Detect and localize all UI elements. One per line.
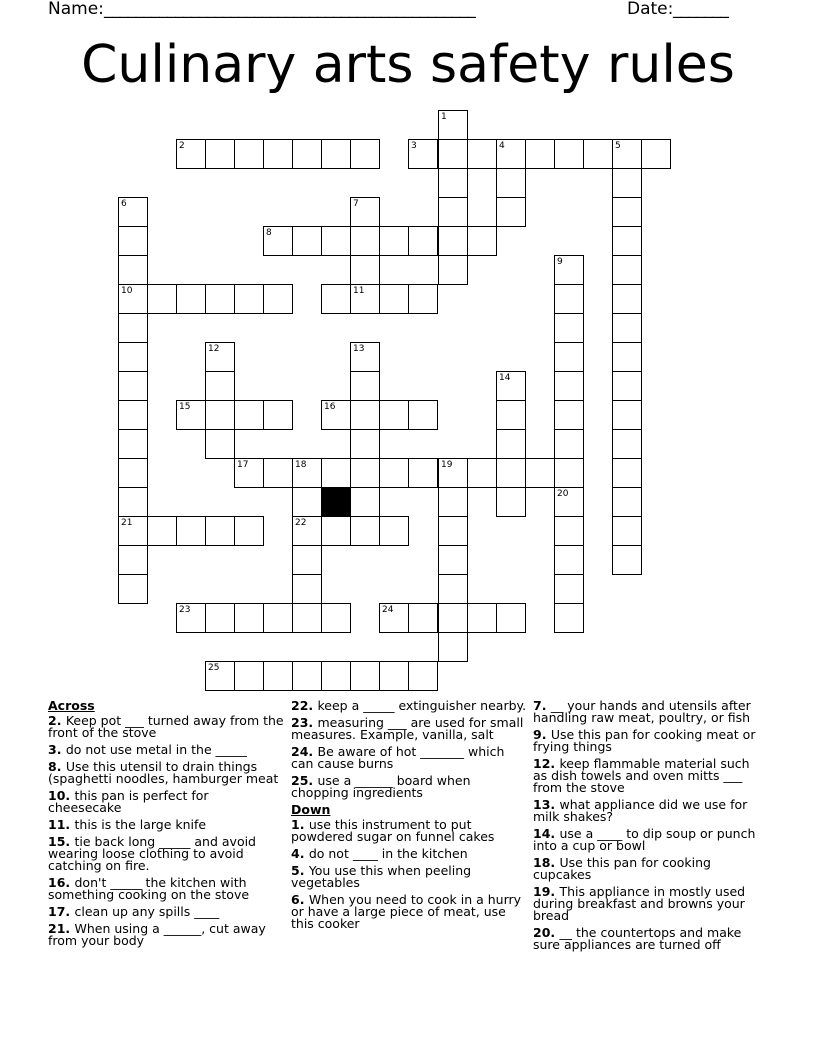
grid-cell[interactable] <box>467 139 497 169</box>
grid-cell[interactable] <box>612 139 642 169</box>
grid-cell[interactable] <box>147 516 177 546</box>
clue-number: 8 <box>266 228 272 238</box>
date-label: Date: <box>627 0 674 19</box>
clue-number: 18 <box>295 460 307 470</box>
grid-cell[interactable] <box>408 661 438 691</box>
clue-item-number: 25. <box>291 773 318 788</box>
grid-cell[interactable] <box>350 371 380 401</box>
grid-cell[interactable] <box>496 458 526 488</box>
grid-cell[interactable] <box>205 139 235 169</box>
down-heading: Down <box>291 802 331 817</box>
grid-cell[interactable] <box>350 429 380 459</box>
clue-item-number: 12. <box>533 756 560 771</box>
grid-cell[interactable] <box>554 313 584 343</box>
clues-column-3 <box>533 700 765 956</box>
grid-cell[interactable] <box>612 545 642 575</box>
grid-cell[interactable] <box>234 661 264 691</box>
grid-cell[interactable] <box>438 255 468 285</box>
clue-item-number: 3. <box>48 742 66 757</box>
grid-cell[interactable] <box>118 313 148 343</box>
grid-cell[interactable] <box>350 255 380 285</box>
grid-cell[interactable] <box>350 458 380 488</box>
grid-cell[interactable] <box>554 516 584 546</box>
grid-cell[interactable] <box>612 255 642 285</box>
grid-cell[interactable] <box>234 284 264 314</box>
name-label-text: Name: <box>48 0 104 19</box>
clue-item-number: 11. <box>48 817 75 832</box>
grid-cell[interactable] <box>554 342 584 372</box>
clue-number: 4 <box>499 141 505 151</box>
clue-number: 24 <box>382 605 394 615</box>
grid-cell[interactable] <box>234 400 264 430</box>
clue-number: 20 <box>557 489 569 499</box>
grid-cell[interactable] <box>554 574 584 604</box>
grid-cell[interactable] <box>554 545 584 575</box>
grid-cell[interactable] <box>379 458 409 488</box>
grid-cell[interactable] <box>438 487 468 517</box>
grid-cell[interactable] <box>438 545 468 575</box>
grid-cell[interactable] <box>438 603 468 633</box>
clue-number: 11 <box>353 286 365 296</box>
grid-cell[interactable] <box>292 603 322 633</box>
clue-item-number: 9. <box>533 727 551 742</box>
grid-cell[interactable] <box>118 458 148 488</box>
clue-item <box>533 886 765 922</box>
clue-item <box>48 906 284 918</box>
grid-cell[interactable] <box>321 284 351 314</box>
grid-cell[interactable] <box>292 487 322 517</box>
grid-cell[interactable] <box>292 226 322 256</box>
grid-cell[interactable] <box>118 545 148 575</box>
grid-cell[interactable] <box>263 458 293 488</box>
grid-cell[interactable] <box>118 371 148 401</box>
grid-cell[interactable] <box>321 516 351 546</box>
clue-item <box>533 700 765 724</box>
across-clue-list-continued <box>291 700 527 799</box>
grid-cell[interactable] <box>292 661 322 691</box>
grid-cell[interactable] <box>612 371 642 401</box>
clue-number: 5 <box>615 141 621 151</box>
clue-item <box>291 894 527 930</box>
clue-item-number: 22. <box>291 698 318 713</box>
grid-cell[interactable] <box>118 226 148 256</box>
clue-item-number: 5. <box>291 863 309 878</box>
clue-item <box>48 761 284 785</box>
grid-cell[interactable] <box>525 139 555 169</box>
clue-item-text: Use this utensil to drain things (spaghetti noodles, hamburger meat <box>48 759 279 786</box>
grid-cell[interactable] <box>118 197 148 227</box>
clue-item-number: 14. <box>533 826 560 841</box>
clue-item-text: You use this when peeling vegetables <box>291 863 472 890</box>
grid-cell[interactable] <box>234 603 264 633</box>
clue-number: 2 <box>179 141 185 151</box>
grid-cell[interactable] <box>205 516 235 546</box>
grid-cell[interactable] <box>379 603 409 633</box>
clue-number: 3 <box>411 141 417 151</box>
grid-cell[interactable] <box>438 110 468 140</box>
clue-number: 9 <box>557 257 563 267</box>
grid-cell[interactable] <box>496 487 526 517</box>
date-field[interactable]: _______ <box>673 0 729 19</box>
grid-cell[interactable] <box>612 226 642 256</box>
grid-cell[interactable] <box>612 458 642 488</box>
grid-cell[interactable] <box>118 429 148 459</box>
clue-item-text: do not use metal in the _____ <box>65 742 247 757</box>
grid-cell[interactable] <box>118 255 148 285</box>
grid-cell[interactable] <box>641 139 671 169</box>
clue-item-text: Use this pan for cooking meat or frying things <box>533 727 756 754</box>
clue-item-text: use this instrument to put powdered sugar on funnel cakes <box>291 817 495 844</box>
grid-cell[interactable] <box>612 487 642 517</box>
clue-number: 23 <box>179 605 191 615</box>
clue-item-text: This appliance in mostly used during breakfast and browns your bread <box>533 884 746 923</box>
clue-item-text: measuring ___ are used for small measures. Example, vanilla, salt <box>291 715 524 742</box>
clue-number: 7 <box>353 199 359 209</box>
clue-item-number: 1. <box>291 817 309 832</box>
grid-cell[interactable] <box>496 603 526 633</box>
clue-item-number: 23. <box>291 715 318 730</box>
grid-cell[interactable] <box>496 139 526 169</box>
grid-cell[interactable] <box>350 487 380 517</box>
grid-cell[interactable] <box>525 458 555 488</box>
clue-item-text: When you need to cook in a hurry or have a large piece of meat, use this cooker <box>291 892 522 931</box>
clue-item <box>533 729 765 753</box>
clue-number: 21 <box>121 518 133 528</box>
grid-cell[interactable] <box>554 400 584 430</box>
clue-item-text: __ your hands and utensils after handling raw meat, poultry, or fish <box>533 698 751 725</box>
grid-cell[interactable] <box>554 371 584 401</box>
grid-cell[interactable] <box>408 284 438 314</box>
grid-cell[interactable] <box>379 661 409 691</box>
clue-item-text: use a ____ to dip soup or punch into a cup or bowl <box>533 826 756 853</box>
grid-cell[interactable] <box>496 168 526 198</box>
clue-item-text: Keep pot ___ turned away from the front of the stove <box>48 713 284 740</box>
clue-item-text: what appliance did we use for milk shakes? <box>533 797 748 824</box>
clue-item <box>48 715 284 739</box>
grid-cell[interactable] <box>554 487 584 517</box>
clue-item-text: keep flammable material such as dish towels and oven mitts ___ from the stove <box>533 756 750 795</box>
blocked-cell <box>321 487 351 517</box>
grid-cell[interactable] <box>321 661 351 691</box>
clue-item-text: this pan is perfect for cheesecake <box>48 788 209 815</box>
clue-item-number: 2. <box>48 713 66 728</box>
grid-cell[interactable] <box>554 458 584 488</box>
clue-number: 12 <box>208 344 220 354</box>
grid-cell[interactable] <box>292 574 322 604</box>
clue-number: 6 <box>121 199 127 209</box>
grid-cell[interactable] <box>438 168 468 198</box>
clue-number: 17 <box>237 460 249 470</box>
clue-item-number: 4. <box>291 846 309 861</box>
clue-number: 19 <box>441 460 453 470</box>
grid-cell[interactable] <box>467 603 497 633</box>
clue-item-number: 10. <box>48 788 75 803</box>
grid-cell[interactable] <box>496 371 526 401</box>
grid-cell[interactable] <box>612 197 642 227</box>
grid-cell[interactable] <box>554 284 584 314</box>
clue-item-number: 15. <box>48 834 75 849</box>
clue-item <box>291 775 527 799</box>
clue-item-number: 8. <box>48 759 66 774</box>
grid-cell[interactable] <box>234 139 264 169</box>
clue-item <box>48 877 284 901</box>
grid-cell[interactable] <box>176 400 206 430</box>
grid-cell[interactable] <box>438 632 468 662</box>
clues-column-2 <box>291 700 527 935</box>
clue-number: 15 <box>179 402 191 412</box>
grid-cell[interactable] <box>205 400 235 430</box>
grid-cell[interactable] <box>554 603 584 633</box>
clue-number: 10 <box>121 286 133 296</box>
clue-number: 22 <box>295 518 307 528</box>
clue-item-text: this is the large knife <box>74 817 207 832</box>
grid-cell[interactable] <box>438 574 468 604</box>
grid-cell[interactable] <box>263 661 293 691</box>
clue-item-number: 7. <box>533 698 551 713</box>
across-clues-column-1 <box>48 700 284 952</box>
grid-cell[interactable] <box>205 371 235 401</box>
clue-item-text: use a ______ board when chopping ingredients <box>291 773 471 800</box>
grid-cell[interactable] <box>554 429 584 459</box>
grid-cell[interactable] <box>612 168 642 198</box>
clue-item <box>533 927 765 951</box>
grid-cell[interactable] <box>496 429 526 459</box>
grid-cell[interactable] <box>438 139 468 169</box>
grid-cell[interactable] <box>205 342 235 372</box>
grid-cell[interactable] <box>408 603 438 633</box>
clue-item-text: __ the countertops and make sure appliances are turned off <box>533 925 742 952</box>
clue-item <box>533 857 765 881</box>
grid-cell[interactable] <box>292 516 322 546</box>
grid-cell[interactable] <box>408 226 438 256</box>
clue-number: 25 <box>208 663 220 673</box>
grid-cell[interactable] <box>350 400 380 430</box>
clue-number: 13 <box>353 344 365 354</box>
clue-item <box>48 836 284 872</box>
clue-item <box>533 758 765 794</box>
grid-cell[interactable] <box>554 255 584 285</box>
clue-number: 14 <box>499 373 511 383</box>
clue-item-number: 17. <box>48 904 75 919</box>
grid-cell[interactable] <box>612 516 642 546</box>
grid-cell[interactable] <box>408 139 438 169</box>
clue-item <box>291 746 527 770</box>
grid-cell[interactable] <box>292 139 322 169</box>
clue-item-number: 19. <box>533 884 560 899</box>
grid-cell[interactable] <box>612 313 642 343</box>
grid-cell[interactable] <box>350 139 380 169</box>
clue-item <box>533 828 765 852</box>
clue-item-text: When using a ______, cut away from your body <box>48 921 266 948</box>
clue-item <box>291 865 527 889</box>
grid-cell[interactable] <box>263 603 293 633</box>
clue-item-number: 16. <box>48 875 75 890</box>
clue-item <box>48 790 284 814</box>
clue-item-text: do not ____ in the kitchen <box>308 846 468 861</box>
grid-cell[interactable] <box>118 284 148 314</box>
clue-number: 1 <box>441 112 447 122</box>
down-clue-list-continued <box>533 700 765 951</box>
clue-number: 16 <box>324 402 336 412</box>
grid-cell[interactable] <box>118 342 148 372</box>
page-title: Culinary arts safety rules <box>81 35 735 95</box>
clue-item <box>48 819 284 831</box>
clue-item <box>291 700 527 712</box>
grid-cell[interactable] <box>118 574 148 604</box>
grid-cell[interactable] <box>205 661 235 691</box>
grid-cell[interactable] <box>321 139 351 169</box>
grid-cell[interactable] <box>263 226 293 256</box>
clue-item <box>291 848 527 860</box>
grid-cell[interactable] <box>205 284 235 314</box>
grid-cell[interactable] <box>118 516 148 546</box>
grid-cell[interactable] <box>438 226 468 256</box>
grid-cell[interactable] <box>205 429 235 459</box>
grid-cell[interactable] <box>583 139 613 169</box>
clue-item-number: 21. <box>48 921 75 936</box>
grid-cell[interactable] <box>292 545 322 575</box>
grid-cell[interactable] <box>321 458 351 488</box>
clue-item-number: 6. <box>291 892 309 907</box>
grid-cell[interactable] <box>612 284 642 314</box>
grid-cell[interactable] <box>176 603 206 633</box>
grid-cell[interactable] <box>118 487 148 517</box>
grid-cell[interactable] <box>350 284 380 314</box>
grid-cell[interactable] <box>350 516 380 546</box>
grid-cell[interactable] <box>612 400 642 430</box>
across-heading: Across <box>48 698 95 713</box>
clue-item-text: Use this pan for cooking cupcakes <box>533 855 711 882</box>
grid-cell[interactable] <box>408 400 438 430</box>
clue-item-text: clean up any spills ____ <box>74 904 220 919</box>
across-clue-list <box>48 715 284 947</box>
grid-cell[interactable] <box>321 400 351 430</box>
grid-cell[interactable] <box>350 661 380 691</box>
clue-item-text: tie back long _____ and avoid wearing loose clothing to avoid catching on fire. <box>48 834 256 873</box>
clue-item <box>48 923 284 947</box>
name-field[interactable]: _______________________________________________ <box>104 0 476 19</box>
grid-cell[interactable] <box>467 458 497 488</box>
grid-cell[interactable] <box>350 342 380 372</box>
grid-cell[interactable] <box>176 139 206 169</box>
clue-item-number: 13. <box>533 797 560 812</box>
grid-cell[interactable] <box>292 458 322 488</box>
grid-cell[interactable] <box>467 226 497 256</box>
clue-item <box>291 819 527 843</box>
grid-cell[interactable] <box>205 603 235 633</box>
clue-item-number: 18. <box>533 855 560 870</box>
grid-cell[interactable] <box>234 516 264 546</box>
grid-cell[interactable] <box>350 226 380 256</box>
clue-item <box>291 717 527 741</box>
grid-cell[interactable] <box>118 400 148 430</box>
grid-cell[interactable] <box>612 342 642 372</box>
grid-cell[interactable] <box>438 458 468 488</box>
grid-cell[interactable] <box>321 226 351 256</box>
grid-cell[interactable] <box>147 284 177 314</box>
grid-cell[interactable] <box>263 139 293 169</box>
grid-cell[interactable] <box>234 458 264 488</box>
grid-cell[interactable] <box>554 139 584 169</box>
grid-cell[interactable] <box>408 458 438 488</box>
down-clue-list <box>291 819 527 930</box>
grid-cell[interactable] <box>496 400 526 430</box>
grid-cell[interactable] <box>176 284 206 314</box>
grid-cell[interactable] <box>321 603 351 633</box>
grid-cell[interactable] <box>612 429 642 459</box>
clue-item-number: 24. <box>291 744 318 759</box>
grid-cell[interactable] <box>379 284 409 314</box>
clue-item <box>48 744 284 756</box>
grid-cell[interactable] <box>438 197 468 227</box>
grid-cell[interactable] <box>379 516 409 546</box>
grid-cell[interactable] <box>263 284 293 314</box>
grid-cell[interactable] <box>438 516 468 546</box>
grid-cell[interactable] <box>263 400 293 430</box>
clue-item-text: Be aware of hot _______ which can cause burns <box>291 744 505 771</box>
clue-item <box>533 799 765 823</box>
clue-item-text: don't _____ the kitchen with something cooking on the stove <box>48 875 250 902</box>
grid-cell[interactable] <box>350 197 380 227</box>
grid-cell[interactable] <box>176 516 206 546</box>
clue-item-text: keep a _____ extinguisher nearby. <box>317 698 527 713</box>
grid-cell[interactable] <box>379 226 409 256</box>
clue-item-number: 20. <box>533 925 560 940</box>
grid-cell[interactable] <box>496 197 526 227</box>
grid-cell[interactable] <box>379 400 409 430</box>
